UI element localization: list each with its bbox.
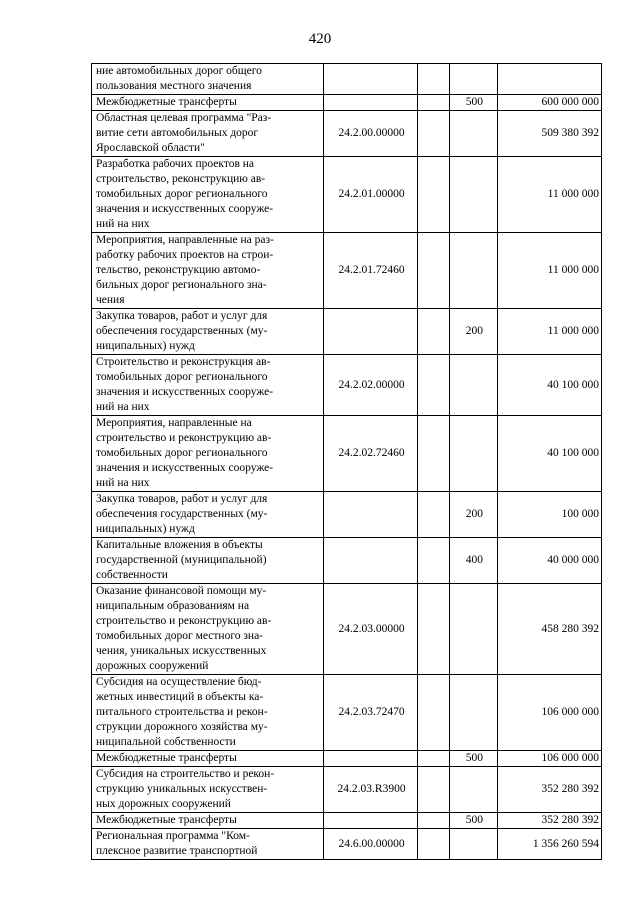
table-row [92, 813, 602, 829]
row-amount-cell: 1 356 260 594 [498, 829, 602, 860]
row-empty-cell [418, 416, 450, 492]
row-code-cell [324, 64, 418, 95]
row-expense-type-cell [449, 157, 497, 233]
row-amount-cell: 11 000 000 [498, 233, 602, 309]
table-row [92, 584, 602, 675]
row-name-cell: Строительство и реконструкция ав- томобильных дорог регионального значения и искусственных сооруже- ний на них [92, 355, 324, 416]
row-expense-type-cell [449, 416, 497, 492]
row-name-cell: Мероприятия, направленные на раз- работку рабочих проектов на строи- тельство, реконструкцию автомо- бильных дорог регионального зна- чения [92, 233, 324, 309]
row-expense-type-cell [449, 111, 497, 157]
page-number: 420 [308, 31, 332, 47]
table-row [92, 492, 602, 538]
row-amount-cell: 40 000 000 [498, 538, 602, 584]
row-amount-cell: 509 380 392 [498, 111, 602, 157]
row-code-cell [324, 751, 418, 767]
table-row [92, 355, 602, 416]
table-row [92, 675, 602, 751]
row-code-cell: 24.2.01.00000 [324, 157, 418, 233]
row-name-cell: Межбюджетные трансферты [92, 751, 324, 767]
table-row [92, 64, 602, 95]
row-expense-type-cell [449, 233, 497, 309]
table-row [92, 233, 602, 309]
row-amount-cell: 106 000 000 [498, 675, 602, 751]
table-row [92, 829, 602, 860]
row-name-cell: Субсидия на осуществление бюд- жетных инвестиций в объекты ка- питального строительства и рекон- струкции дорожного хозяйства му- ниципальной собственности [92, 675, 324, 751]
row-expense-type-cell [449, 675, 497, 751]
row-empty-cell [418, 355, 450, 416]
row-name-cell: Региональная программа "Ком- плексное развитие транспортной [92, 829, 324, 860]
row-empty-cell [418, 751, 450, 767]
row-empty-cell [418, 675, 450, 751]
row-name-cell: Разработка рабочих проектов на строительство, реконструкцию ав- томобильных дорог регионального значения и искусственных сооруже- ний на них [92, 157, 324, 233]
row-empty-cell [418, 309, 450, 355]
row-amount-cell: 458 280 392 [498, 584, 602, 675]
row-code-cell [324, 538, 418, 584]
row-expense-type-cell: 400 [449, 538, 497, 584]
row-expense-type-cell: 500 [449, 95, 497, 111]
row-expense-type-cell: 200 [449, 492, 497, 538]
table-row [92, 416, 602, 492]
row-code-cell: 24.2.02.00000 [324, 355, 418, 416]
row-empty-cell [418, 64, 450, 95]
row-empty-cell [418, 829, 450, 860]
row-empty-cell [418, 813, 450, 829]
row-expense-type-cell [449, 584, 497, 675]
table-row [92, 157, 602, 233]
row-name-cell: Закупка товаров, работ и услуг для обеспечения государственных (му- ниципальных) нужд [92, 309, 324, 355]
row-empty-cell [418, 584, 450, 675]
row-name-cell: Межбюджетные трансферты [92, 813, 324, 829]
row-amount-cell: 352 280 392 [498, 767, 602, 813]
row-expense-type-cell [449, 64, 497, 95]
row-expense-type-cell [449, 355, 497, 416]
row-code-cell: 24.2.01.72460 [324, 233, 418, 309]
row-name-cell: ние автомобильных дорог общего пользования местного значения [92, 64, 324, 95]
budget-table-body [92, 64, 602, 860]
row-amount-cell: 100 000 [498, 492, 602, 538]
row-expense-type-cell [449, 767, 497, 813]
row-name-cell: Мероприятия, направленные на строительство и реконструкцию ав- томобильных дорог регионального значения и искусственных сооруже- ний на них [92, 416, 324, 492]
row-code-cell: 24.2.02.72460 [324, 416, 418, 492]
table-row [92, 95, 602, 111]
table-row [92, 751, 602, 767]
table-row [92, 767, 602, 813]
row-amount-cell: 600 000 000 [498, 95, 602, 111]
row-expense-type-cell: 200 [449, 309, 497, 355]
row-code-cell: 24.2.03.72470 [324, 675, 418, 751]
row-empty-cell [418, 538, 450, 584]
row-empty-cell [418, 157, 450, 233]
table-row [92, 538, 602, 584]
row-code-cell: 24.2.00.00000 [324, 111, 418, 157]
row-code-cell [324, 95, 418, 111]
table-row [92, 111, 602, 157]
row-code-cell: 24.2.03.00000 [324, 584, 418, 675]
row-code-cell: 24.2.03.R3900 [324, 767, 418, 813]
row-expense-type-cell: 500 [449, 813, 497, 829]
row-code-cell [324, 813, 418, 829]
row-amount-cell: 106 000 000 [498, 751, 602, 767]
table-row [92, 309, 602, 355]
row-empty-cell [418, 111, 450, 157]
row-name-cell: Капитальные вложения в объекты государственной (муниципальной) собственности [92, 538, 324, 584]
row-name-cell: Межбюджетные трансферты [92, 95, 324, 111]
row-amount-cell [498, 64, 602, 95]
row-amount-cell: 40 100 000 [498, 355, 602, 416]
row-name-cell: Оказание финансовой помощи му- ниципальным образованиям на строительство и реконструкцию ав- томобильных дорог местного зна- чения, уникальных искусственных дорожных сооружений [92, 584, 324, 675]
row-expense-type-cell [449, 829, 497, 860]
row-empty-cell [418, 767, 450, 813]
row-code-cell [324, 492, 418, 538]
row-code-cell: 24.6.00.00000 [324, 829, 418, 860]
row-expense-type-cell: 500 [449, 751, 497, 767]
row-name-cell: Субсидия на строительство и рекон- струкцию уникальных искусствен- ных дорожных сооружений [92, 767, 324, 813]
row-name-cell: Закупка товаров, работ и услуг для обеспечения государственных (му- ниципальных) нужд [92, 492, 324, 538]
row-name-cell: Областная целевая программа "Раз- витие сети автомобильных дорог Ярославской области" [92, 111, 324, 157]
row-amount-cell: 11 000 000 [498, 309, 602, 355]
row-amount-cell: 11 000 000 [498, 157, 602, 233]
row-empty-cell [418, 95, 450, 111]
row-empty-cell [418, 492, 450, 538]
row-empty-cell [418, 233, 450, 309]
row-code-cell [324, 309, 418, 355]
row-amount-cell: 352 280 392 [498, 813, 602, 829]
row-amount-cell: 40 100 000 [498, 416, 602, 492]
budget-table [91, 63, 602, 860]
